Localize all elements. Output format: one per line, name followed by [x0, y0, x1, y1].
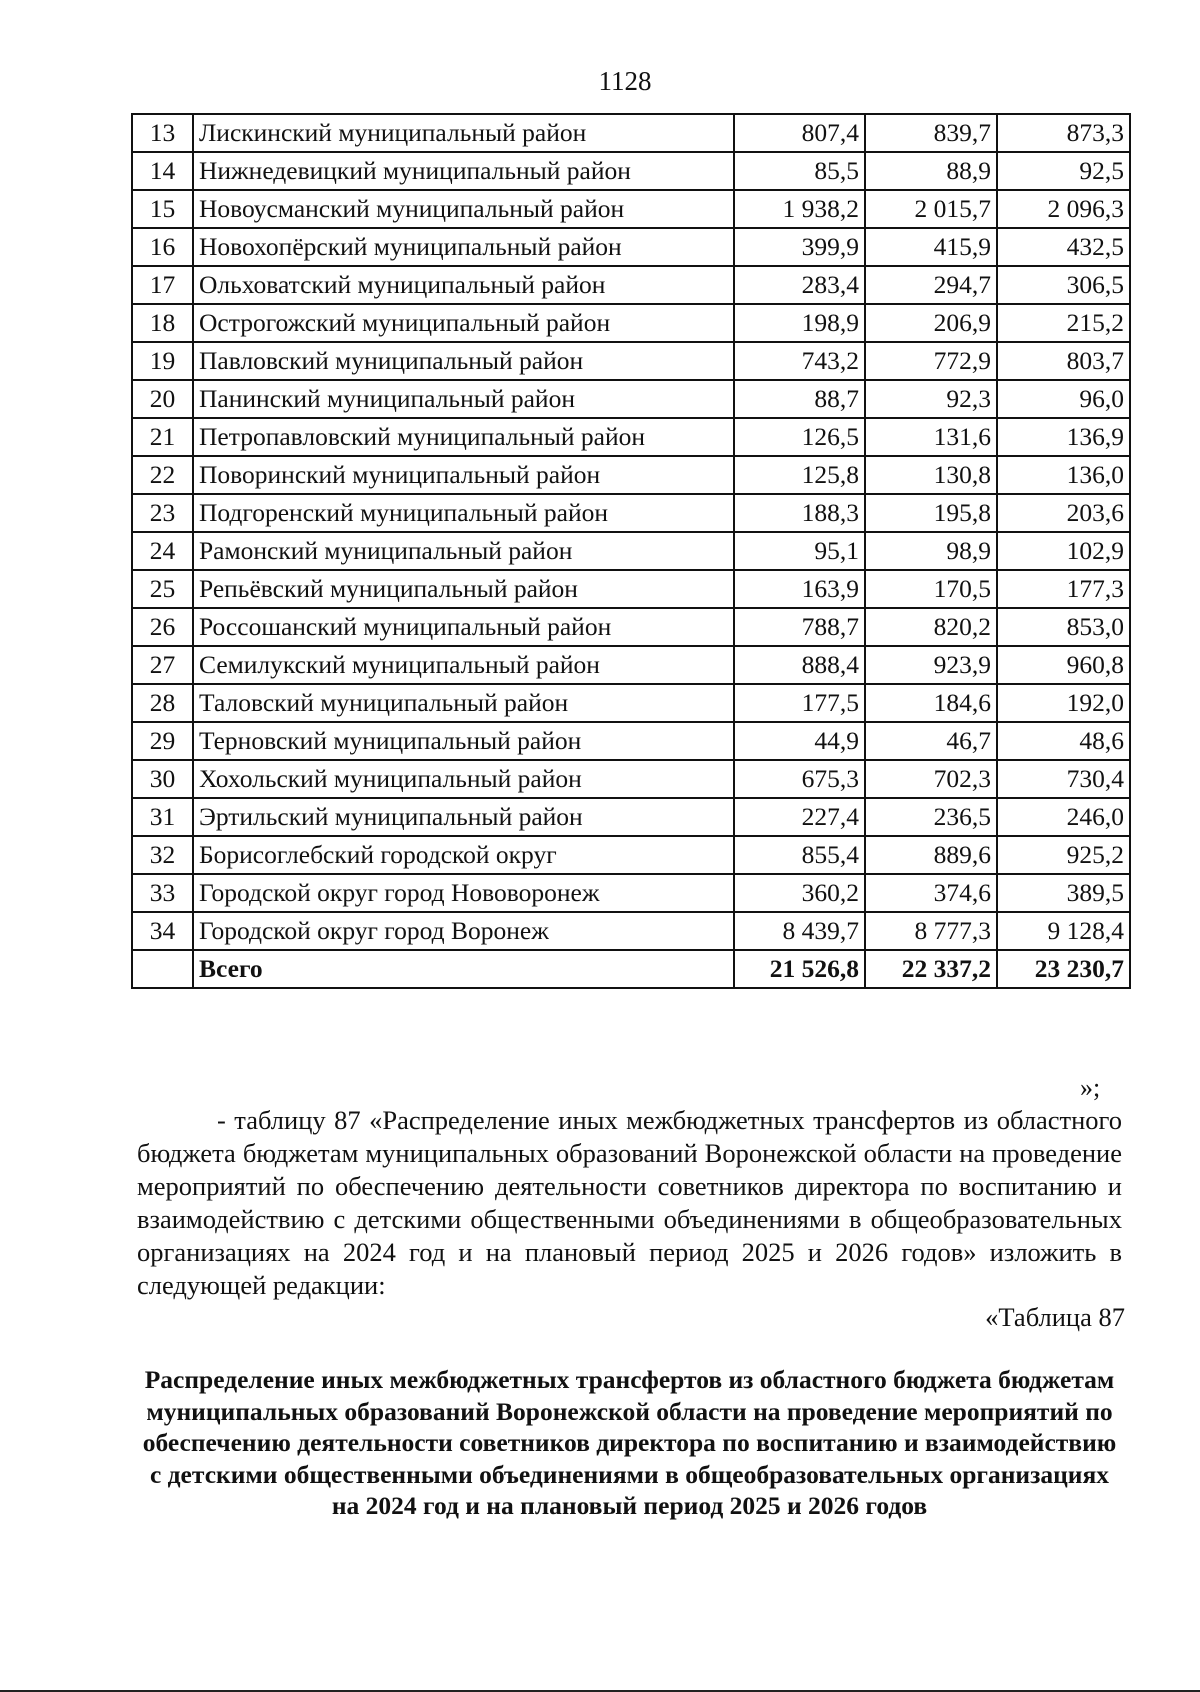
table-row	[132, 646, 1130, 684]
row-number: 13	[132, 114, 193, 152]
table-row	[132, 190, 1130, 228]
municipality-name: Городской округ город Воронеж	[193, 912, 734, 950]
row-number: 26	[132, 608, 193, 646]
table-heading: Распределение иных межбюджетных трансфертов из областного бюджета бюджетам муниципальных образований Воронежской области на проведение мероприятий по обеспечению деятельности советников директора по воспитанию и взаимодействию с детскими общественными объединениями в общеобразовательных организациях на 2024 год и на плановый период 2025 и 2026 годов	[142, 1365, 1117, 1520]
value-2026: 136,0	[997, 456, 1130, 494]
municipality-name: Новохопёрский муниципальный район	[193, 228, 734, 266]
value-2024: 675,3	[734, 760, 865, 798]
value-2024: 125,8	[734, 456, 865, 494]
value-2024: 177,5	[734, 684, 865, 722]
row-number: 27	[132, 646, 193, 684]
table-row	[132, 380, 1130, 418]
row-number: 21	[132, 418, 193, 456]
row-number: 33	[132, 874, 193, 912]
municipality-name: Городской округ город Нововоронеж	[193, 874, 734, 912]
municipality-name: Подгоренский муниципальный район	[193, 494, 734, 532]
value-2024: 95,1	[734, 532, 865, 570]
value-2026: 803,7	[997, 342, 1130, 380]
value-2024: 227,4	[734, 798, 865, 836]
row-number: 32	[132, 836, 193, 874]
page-number: 1128	[598, 66, 652, 96]
value-2024: 198,9	[734, 304, 865, 342]
table-row	[132, 304, 1130, 342]
municipality-name: Нижнедевицкий муниципальный район	[193, 152, 734, 190]
municipality-name: Рамонский муниципальный район	[193, 532, 734, 570]
value-2025: 820,2	[865, 608, 997, 646]
table-row	[132, 494, 1130, 532]
value-2026: 389,5	[997, 874, 1130, 912]
value-2026: 136,9	[997, 418, 1130, 456]
value-2024: 44,9	[734, 722, 865, 760]
value-2025: 46,7	[865, 722, 997, 760]
row-number: 30	[132, 760, 193, 798]
row-number: 34	[132, 912, 193, 950]
value-2025: 839,7	[865, 114, 997, 152]
value-2026: 246,0	[997, 798, 1130, 836]
value-2025: 236,5	[865, 798, 997, 836]
value-2025: 374,6	[865, 874, 997, 912]
total-label: Всего	[193, 950, 734, 988]
value-2026: 2 096,3	[997, 190, 1130, 228]
value-2024: 283,4	[734, 266, 865, 304]
row-number: 19	[132, 342, 193, 380]
table-row	[132, 836, 1130, 874]
value-2026: 203,6	[997, 494, 1130, 532]
value-2026: 192,0	[997, 684, 1130, 722]
municipality-name: Семилукский муниципальный район	[193, 646, 734, 684]
total-2024: 21 526,8	[734, 950, 865, 988]
municipality-name: Борисоглебский городской округ	[193, 836, 734, 874]
table-row	[132, 722, 1130, 760]
value-2025: 415,9	[865, 228, 997, 266]
value-2026: 177,3	[997, 570, 1130, 608]
table-row	[132, 684, 1130, 722]
row-number: 24	[132, 532, 193, 570]
total-2025: 22 337,2	[865, 950, 997, 988]
value-2025: 294,7	[865, 266, 997, 304]
value-2026: 215,2	[997, 304, 1130, 342]
table-row	[132, 570, 1130, 608]
row-number: 25	[132, 570, 193, 608]
table-row	[132, 760, 1130, 798]
value-2026: 432,5	[997, 228, 1130, 266]
value-2026: 925,2	[997, 836, 1130, 874]
value-2024: 126,5	[734, 418, 865, 456]
row-number: 20	[132, 380, 193, 418]
value-2025: 923,9	[865, 646, 997, 684]
table-row	[132, 418, 1130, 456]
value-2024: 399,9	[734, 228, 865, 266]
value-2024: 788,7	[734, 608, 865, 646]
municipality-name: Репьёвский муниципальный район	[193, 570, 734, 608]
value-2026: 730,4	[997, 760, 1130, 798]
row-number: 29	[132, 722, 193, 760]
municipality-name: Таловский муниципальный район	[193, 684, 734, 722]
value-2024: 1 938,2	[734, 190, 865, 228]
municipality-name: Павловский муниципальный район	[193, 342, 734, 380]
value-2025: 131,6	[865, 418, 997, 456]
value-2026: 306,5	[997, 266, 1130, 304]
amendment-paragraph: - таблицу 87 «Распределение иных межбюджетных трансфертов из областного бюджета бюджетам муниципальных образований Воронежской области на проведение мероприятий по обеспечению деятельности советников директора по воспитанию и взаимодействию с детскими общественными объединениями в общеобразовательных организациях на 2024 год и на плановый период 2025 и 2026 годов» изложить в следующей редакции:	[137, 1105, 1122, 1300]
municipality-name: Панинский муниципальный район	[193, 380, 734, 418]
municipality-name: Терновский муниципальный район	[193, 722, 734, 760]
table-body	[132, 114, 1130, 988]
value-2024: 807,4	[734, 114, 865, 152]
value-2026: 9 128,4	[997, 912, 1130, 950]
transfers-table	[131, 113, 1131, 989]
value-2025: 88,9	[865, 152, 997, 190]
table-row	[132, 456, 1130, 494]
value-2026: 873,3	[997, 114, 1130, 152]
row-number: 14	[132, 152, 193, 190]
value-2026: 102,9	[997, 532, 1130, 570]
row-number: 18	[132, 304, 193, 342]
table-row	[132, 342, 1130, 380]
row-number: 16	[132, 228, 193, 266]
municipality-name: Ольховатский муниципальный район	[193, 266, 734, 304]
table-row	[132, 266, 1130, 304]
table-row	[132, 532, 1130, 570]
total-2026: 23 230,7	[997, 950, 1130, 988]
value-2024: 855,4	[734, 836, 865, 874]
table-row	[132, 228, 1130, 266]
value-2026: 92,5	[997, 152, 1130, 190]
value-2025: 2 015,7	[865, 190, 997, 228]
row-number: 28	[132, 684, 193, 722]
table-row	[132, 912, 1130, 950]
municipality-name: Россошанский муниципальный район	[193, 608, 734, 646]
row-number: 23	[132, 494, 193, 532]
table-row	[132, 874, 1130, 912]
row-number: 31	[132, 798, 193, 836]
total-row	[132, 950, 1130, 988]
value-2025: 92,3	[865, 380, 997, 418]
value-2024: 888,4	[734, 646, 865, 684]
value-2024: 88,7	[734, 380, 865, 418]
table-row	[132, 608, 1130, 646]
value-2025: 8 777,3	[865, 912, 997, 950]
value-2025: 130,8	[865, 456, 997, 494]
value-2025: 702,3	[865, 760, 997, 798]
value-2025: 195,8	[865, 494, 997, 532]
value-2024: 188,3	[734, 494, 865, 532]
value-2025: 772,9	[865, 342, 997, 380]
municipality-name: Поворинский муниципальный район	[193, 456, 734, 494]
value-2026: 853,0	[997, 608, 1130, 646]
value-2026: 960,8	[997, 646, 1130, 684]
municipality-name: Острогожский муниципальный район	[193, 304, 734, 342]
value-2025: 889,6	[865, 836, 997, 874]
value-2024: 85,5	[734, 152, 865, 190]
value-2025: 98,9	[865, 532, 997, 570]
value-2024: 743,2	[734, 342, 865, 380]
table-row	[132, 152, 1130, 190]
row-number: 15	[132, 190, 193, 228]
value-2025: 206,9	[865, 304, 997, 342]
value-2024: 8 439,7	[734, 912, 865, 950]
municipality-name: Эртильский муниципальный район	[193, 798, 734, 836]
value-2024: 360,2	[734, 874, 865, 912]
row-number: 17	[132, 266, 193, 304]
table-row	[132, 798, 1130, 836]
municipality-name: Хохольский муниципальный район	[193, 760, 734, 798]
table-label: «Таблица 87	[985, 1302, 1125, 1332]
closing-quote: »;	[1080, 1073, 1101, 1102]
row-number	[132, 950, 193, 988]
value-2025: 184,6	[865, 684, 997, 722]
municipality-name: Петропавловский муниципальный район	[193, 418, 734, 456]
municipality-name: Новоусманский муниципальный район	[193, 190, 734, 228]
value-2026: 48,6	[997, 722, 1130, 760]
value-2026: 96,0	[997, 380, 1130, 418]
value-2025: 170,5	[865, 570, 997, 608]
value-2024: 163,9	[734, 570, 865, 608]
municipality-name: Лискинский муниципальный район	[193, 114, 734, 152]
table-row	[132, 114, 1130, 152]
row-number: 22	[132, 456, 193, 494]
